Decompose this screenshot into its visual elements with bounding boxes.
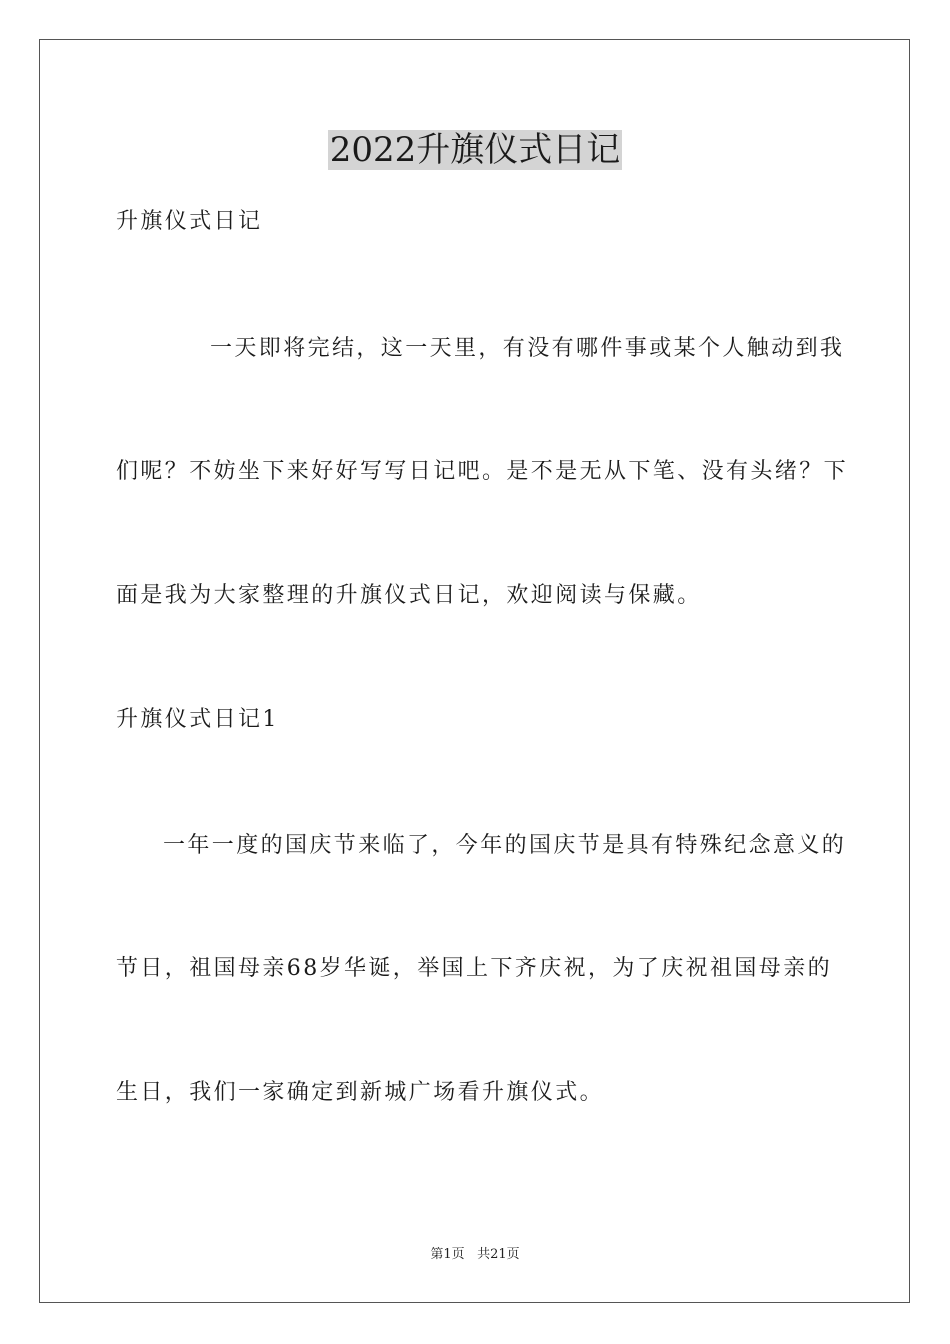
page-number: 第1页	[430, 1247, 465, 1262]
paragraph-line: 们呢？不妨坐下来好好写写日记吧。是不是无从下笔、没有头绪？下	[116, 459, 849, 484]
paragraph-line: 节日，祖国母亲68岁华诞，举国上下齐庆祝，为了庆祝祖国母亲的	[116, 956, 832, 981]
paragraph-line: 升旗仪式日记	[116, 209, 263, 234]
paragraph-line: 一年一度的国庆节来临了，今年的国庆节是具有特殊纪念意义的	[163, 833, 847, 858]
paragraph-line: 面是我为大家整理的升旗仪式日记，欢迎阅读与保藏。	[116, 583, 702, 608]
paragraph-line: 生日，我们一家确定到新城广场看升旗仪式。	[116, 1080, 605, 1105]
document-title: 2022升旗仪式日记	[329, 130, 621, 170]
page-total: 共21页	[477, 1247, 520, 1262]
page-footer	[0, 1246, 950, 1264]
paragraph-line: 一天即将完结，这一天里，有没有哪件事或某个人触动到我	[210, 336, 845, 361]
section-heading: 升旗仪式日记1	[116, 707, 279, 732]
